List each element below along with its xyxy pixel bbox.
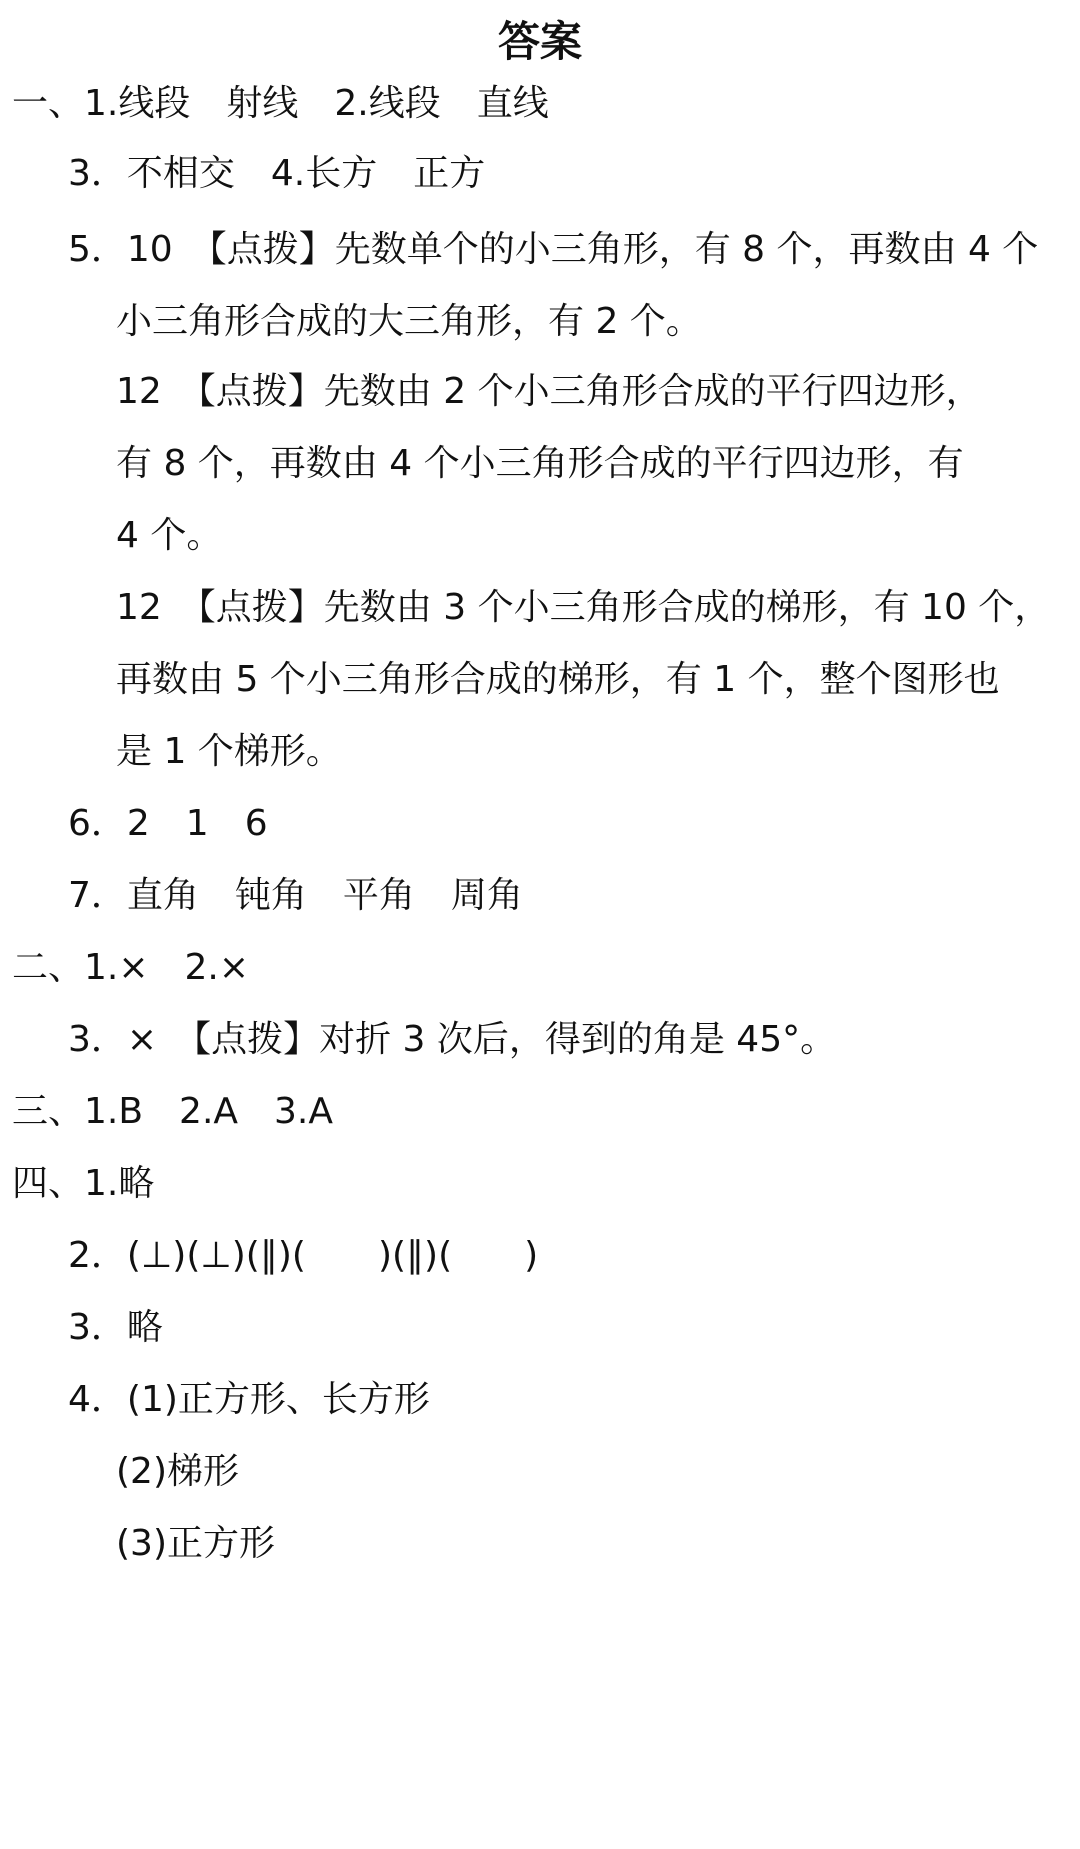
answer-line-20: (2)梯形 [116, 1451, 239, 1492]
answer-line-11: 6．2 1 6 [68, 803, 268, 844]
answer-line-6: 有 8 个，再数由 4 个小三角形合成的平行四边形，有 [116, 443, 964, 484]
answer-line-21: (3)正方形 [116, 1523, 275, 1564]
answer-line-10: 是 1 个梯形。 [116, 731, 342, 772]
answer-line-7: 4 个。 [116, 515, 223, 556]
answer-line-1: 一、1.线段 射线 2.线段 直线 [12, 83, 549, 124]
answer-line-18: 3．略 [68, 1307, 163, 1348]
answer-line-2: 3．不相交 4.长方 正方 [68, 153, 486, 194]
answer-line-3: 5．10 【点拨】先数单个的小三角形，有 8 个，再数由 4 个 [68, 229, 1039, 270]
answer-line-4: 小三角形合成的大三角形，有 2 个。 [116, 301, 702, 342]
page-title: 答案 [497, 17, 582, 66]
answer-line-8: 12 【点拨】先数由 3 个小三角形合成的梯形，有 10 个， [116, 587, 1051, 628]
answer-line-13: 二、1.× 2.× [12, 947, 250, 988]
answer-line-15: 三、1.B 2.A 3.A [12, 1091, 333, 1132]
answer-line-16: 四、1.略 [12, 1163, 155, 1204]
answer-line-5: 12 【点拨】先数由 2 个小三角形合成的平行四边形， [116, 371, 982, 412]
answer-line-19: 4．(1)正方形、长方形 [68, 1379, 430, 1420]
answer-line-17: 2．(⊥)(⊥)(∥)( )(∥)( ) [68, 1235, 539, 1276]
answer-line-12: 7．直角 钝角 平角 周角 [68, 875, 523, 916]
answer-line-14: 3．× 【点拨】对折 3 次后，得到的角是 45°。 [68, 1019, 837, 1060]
answer-line-9: 再数由 5 个小三角形合成的梯形，有 1 个，整个图形也 [116, 659, 1000, 700]
